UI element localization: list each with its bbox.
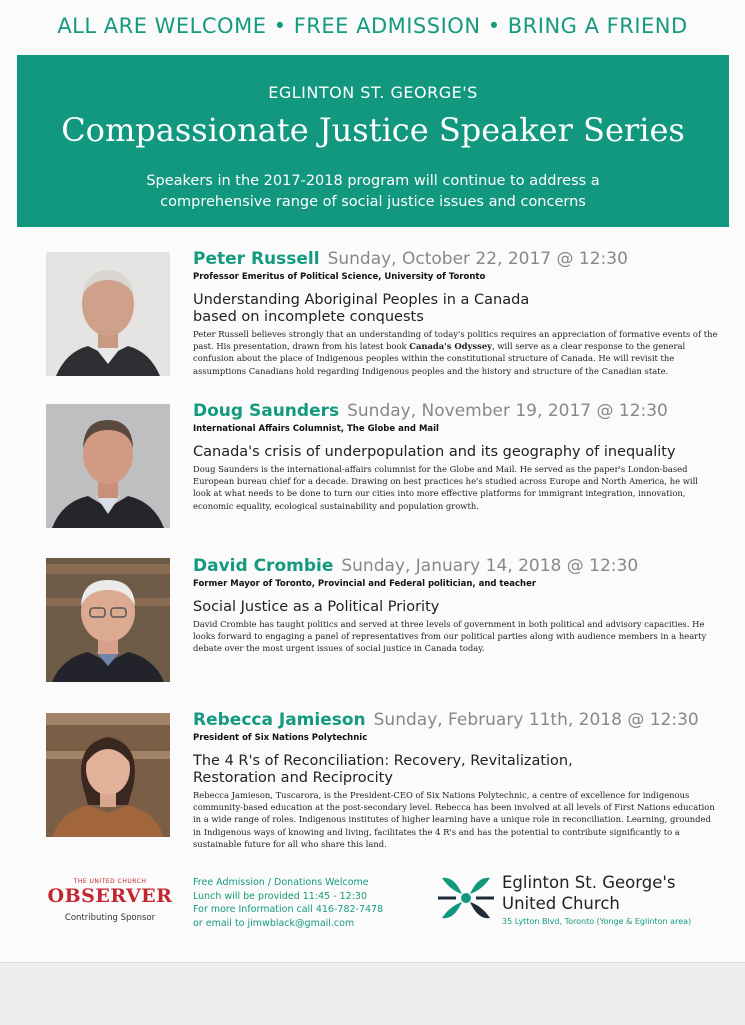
speaker-date: Sunday, November 19, 2017 @ 12:30: [347, 401, 668, 421]
talk-description: [193, 328, 718, 377]
speaker-photo-david-crombie: [46, 558, 170, 682]
speaker-photo-peter-russell: [46, 252, 170, 376]
speaker-heading: [193, 401, 718, 421]
speaker-role: Professor Emeritus of Political Science, University of Toronto: [193, 272, 486, 282]
speaker-name: Rebecca Jamieson: [193, 710, 366, 730]
talk-title: [193, 753, 718, 787]
talk-title: [193, 292, 718, 326]
event-info: [193, 876, 418, 930]
cross-dove-icon: [436, 868, 496, 928]
church-address: 35 Lytton Blvd, Toronto (Yonge & Eglinton area): [502, 917, 692, 926]
talk-title-line-2: based on incomplete conquests: [193, 309, 424, 325]
church-name-line-2: United Church: [502, 894, 620, 913]
talk-description: Doug Saunders is the international-affairs columnist for the Globe and Mail. He served as the paper's London-based European bureau chief for a decade. Drawing on best practices he's studied across Europe and North America, he will look at what needs to be done to turn our cities into more effective platforms for immigrant integration, innovation, economic equality, ecological sustainability and population growth.: [193, 464, 698, 511]
talk-title-line-1: Understanding Aboriginal Peoples in a Canada: [193, 292, 530, 308]
talk-description: Rebecca Jamieson, Tuscarora, is the President-CEO of Six Nations Polytechnic, a centre of excellence for indigenous community-based education at the post-secondary level. Rebecca has been involved at all levels of First Nations education in a wide range of roles. Indigenous institutes of higher learning have a unique role in reconciliation. Learning, grounded in Indigenous ways of knowing and living, facilitates the 4 R's and has the potential to contribute significantly to a sustainable future for all who share this land.: [193, 790, 715, 849]
talk-title-line-1: The 4 R's of Reconciliation: Recovery, Revitalization,: [193, 753, 573, 769]
speaker-heading: [193, 556, 718, 576]
speaker-photo-rebecca-jamieson: [46, 713, 170, 837]
speaker-heading: [193, 249, 718, 269]
speaker-date: Sunday, October 22, 2017 @ 12:30: [327, 249, 628, 269]
description-text: , will serve as a clear response to the general confusion about the place of Indigenous peoples within the constitutional structure of Canada. He will revisit the assumptions Canadians hold regarding Indigenous peoples and the history and structure of the Canadian state.: [193, 341, 686, 376]
talk-title: Social Justice as a Political Priority: [193, 599, 440, 615]
speaker-block-1: [193, 249, 718, 377]
talk-title-line-2: Restoration and Reciprocity: [193, 770, 393, 786]
info-lunch: Lunch will be provided 11:45 - 12:30: [193, 890, 367, 902]
speaker-heading: [193, 710, 718, 730]
info-phone: For more Information call 416-782-7478: [193, 904, 384, 915]
tagline: ALL ARE WELCOME • FREE ADMISSION • BRING A FRIEND: [57, 14, 688, 38]
subtitle-line-1: Speakers in the 2017-2018 program will continue to address a: [146, 173, 600, 189]
church-info: [502, 872, 722, 926]
description-text: Peter Russell believes strongly that an understanding of today's politics requires an appreciation of formative events of the past. His presentation, drawn from his latest book: [193, 329, 718, 352]
sponsor-label: Contributing Sponsor: [64, 913, 156, 923]
title-banner: [17, 55, 729, 227]
sponsor-name: OBSERVER: [47, 885, 173, 907]
speaker-role: President of Six Nations Polytechnic: [193, 733, 368, 743]
church-name-line-1: Eglinton St. George's: [502, 873, 676, 892]
talk-description: David Crombie has taught politics and served at three levels of government in both political and advisory capacities. He looks forward to engaging a panel of representatives from our political parties along with audience members in a hearty debate over the most urgent issues of social justice in Canada today.: [193, 619, 707, 654]
book-title: Canada's Odyssey: [409, 341, 493, 352]
page-title: Compassionate Justice Speaker Series: [61, 111, 685, 149]
speaker-name: Doug Saunders: [193, 401, 340, 421]
speaker-block-2: [193, 401, 718, 512]
speaker-photo-doug-saunders: [46, 404, 170, 528]
talk-title: Canada's crisis of underpopulation and its geography of inequality: [193, 444, 676, 460]
sponsor-logo: [40, 878, 180, 923]
subtitle: [17, 171, 729, 213]
speaker-role: Former Mayor of Toronto, Provincial and Federal politician, and teacher: [193, 579, 537, 589]
paper-edge: [0, 962, 745, 1025]
sponsor-small-text: THE UNITED CHURCH: [73, 878, 147, 885]
pretitle: EGLINTON ST. GEORGE'S: [268, 83, 478, 102]
speaker-name: David Crombie: [193, 556, 334, 576]
info-email: or email to jimwblack@gmail.com: [193, 917, 355, 929]
speaker-name: Peter Russell: [193, 249, 320, 269]
speaker-block-3: [193, 556, 718, 655]
speaker-block-4: [193, 710, 718, 850]
speaker-date: Sunday, February 11th, 2018 @ 12:30: [373, 710, 699, 730]
info-admission: Free Admission / Donations Welcome: [193, 877, 369, 888]
subtitle-line-2: comprehensive range of social justice issues and concerns: [160, 194, 586, 210]
speaker-date: Sunday, January 14, 2018 @ 12:30: [341, 556, 639, 576]
speaker-role: International Affairs Columnist, The Globe and Mail: [193, 424, 439, 434]
